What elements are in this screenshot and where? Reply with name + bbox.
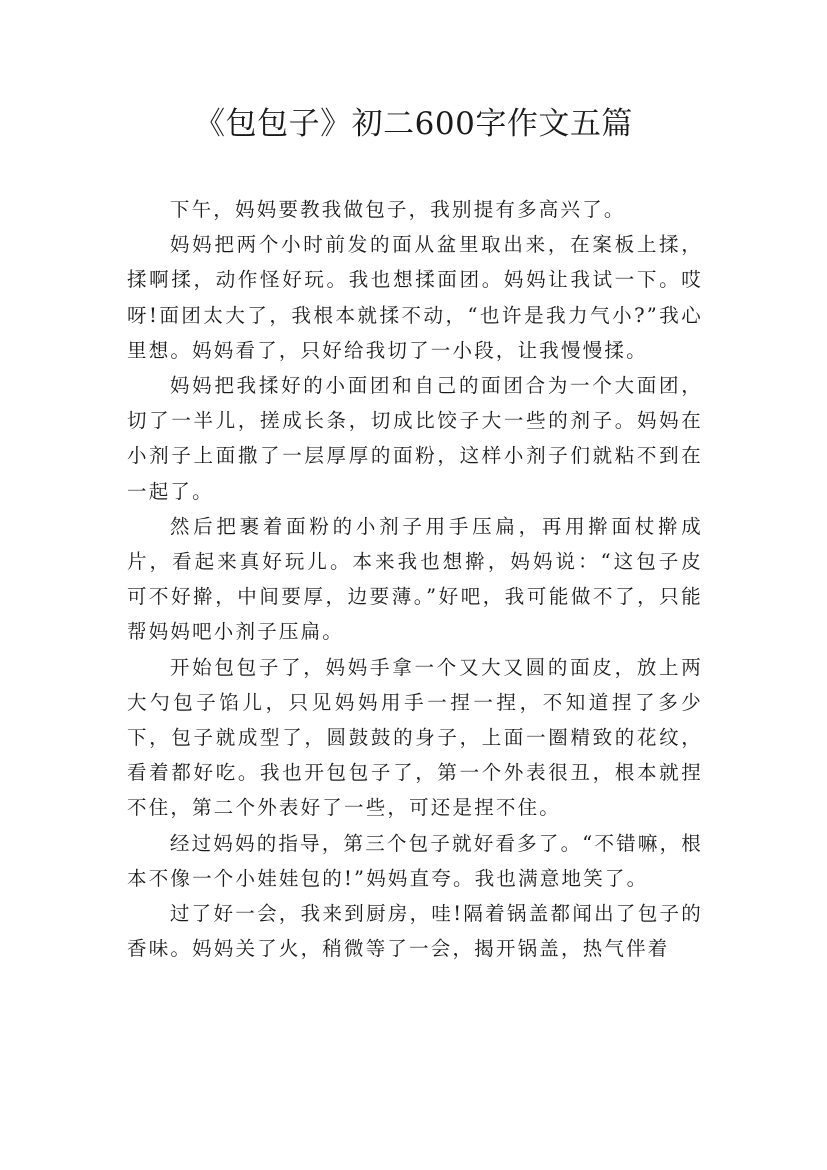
document-title: 《包包子》初二600字作文五篇	[194, 106, 633, 142]
paragraph: 开始包包子了，妈妈手拿一个又大又圆的面皮，放上两大勺包子馅儿，只见妈妈用手一捏一捏，不知道捏了多少下，包子就成型了，圆鼓鼓的身子，上面一圈精致的花纹，看着都好吃。我也开包包子了，第一个外表很丑，根本就捏不住，第二个外表好了一些，可还是捏不住。	[127, 655, 703, 820]
paragraph: 经过妈妈的指导，第三个包子就好看多了。“不错嘛，根本不像一个小娃娃包的!”妈妈直夸。我也满意地笑了。	[127, 831, 703, 890]
document-body	[127, 192, 703, 966]
paragraph: 妈妈把两个小时前发的面从盆里取出来，在案板上揉，揉啊揉，动作怪好玩。我也想揉面团。妈妈让我试一下。哎呀!面团太大了，我根本就揉不动，“也许是我力气小?”我心里想。妈妈看了，只好给我切了一小段，让我慢慢揉。	[127, 233, 703, 362]
paragraph: 妈妈把我揉好的小面团和自己的面团合为一个大面团，切了一半儿，搓成长条，切成比饺子大一些的剂子。妈妈在小剂子上面撒了一层厚厚的面粉，这样小剂子们就粘不到在一起了。	[127, 374, 703, 503]
paragraph: 然后把裹着面粉的小剂子用手压扁，再用擀面杖擀成片，看起来真好玩儿。本来我也想擀，妈妈说：“这包子皮可不好擀，中间要厚，边要薄。”好吧，我可能做不了，只能帮妈妈吧小剂子压扁。	[127, 514, 703, 644]
paragraph: 下午，妈妈要教我做包子，我别提有多高兴了。	[169, 198, 626, 221]
paragraph: 过了好一会，我来到厨房，哇!隔着锅盖都闻出了包子的香味。妈妈关了火，稍微等了一会，揭开锅盖，热气伴着	[127, 902, 703, 961]
